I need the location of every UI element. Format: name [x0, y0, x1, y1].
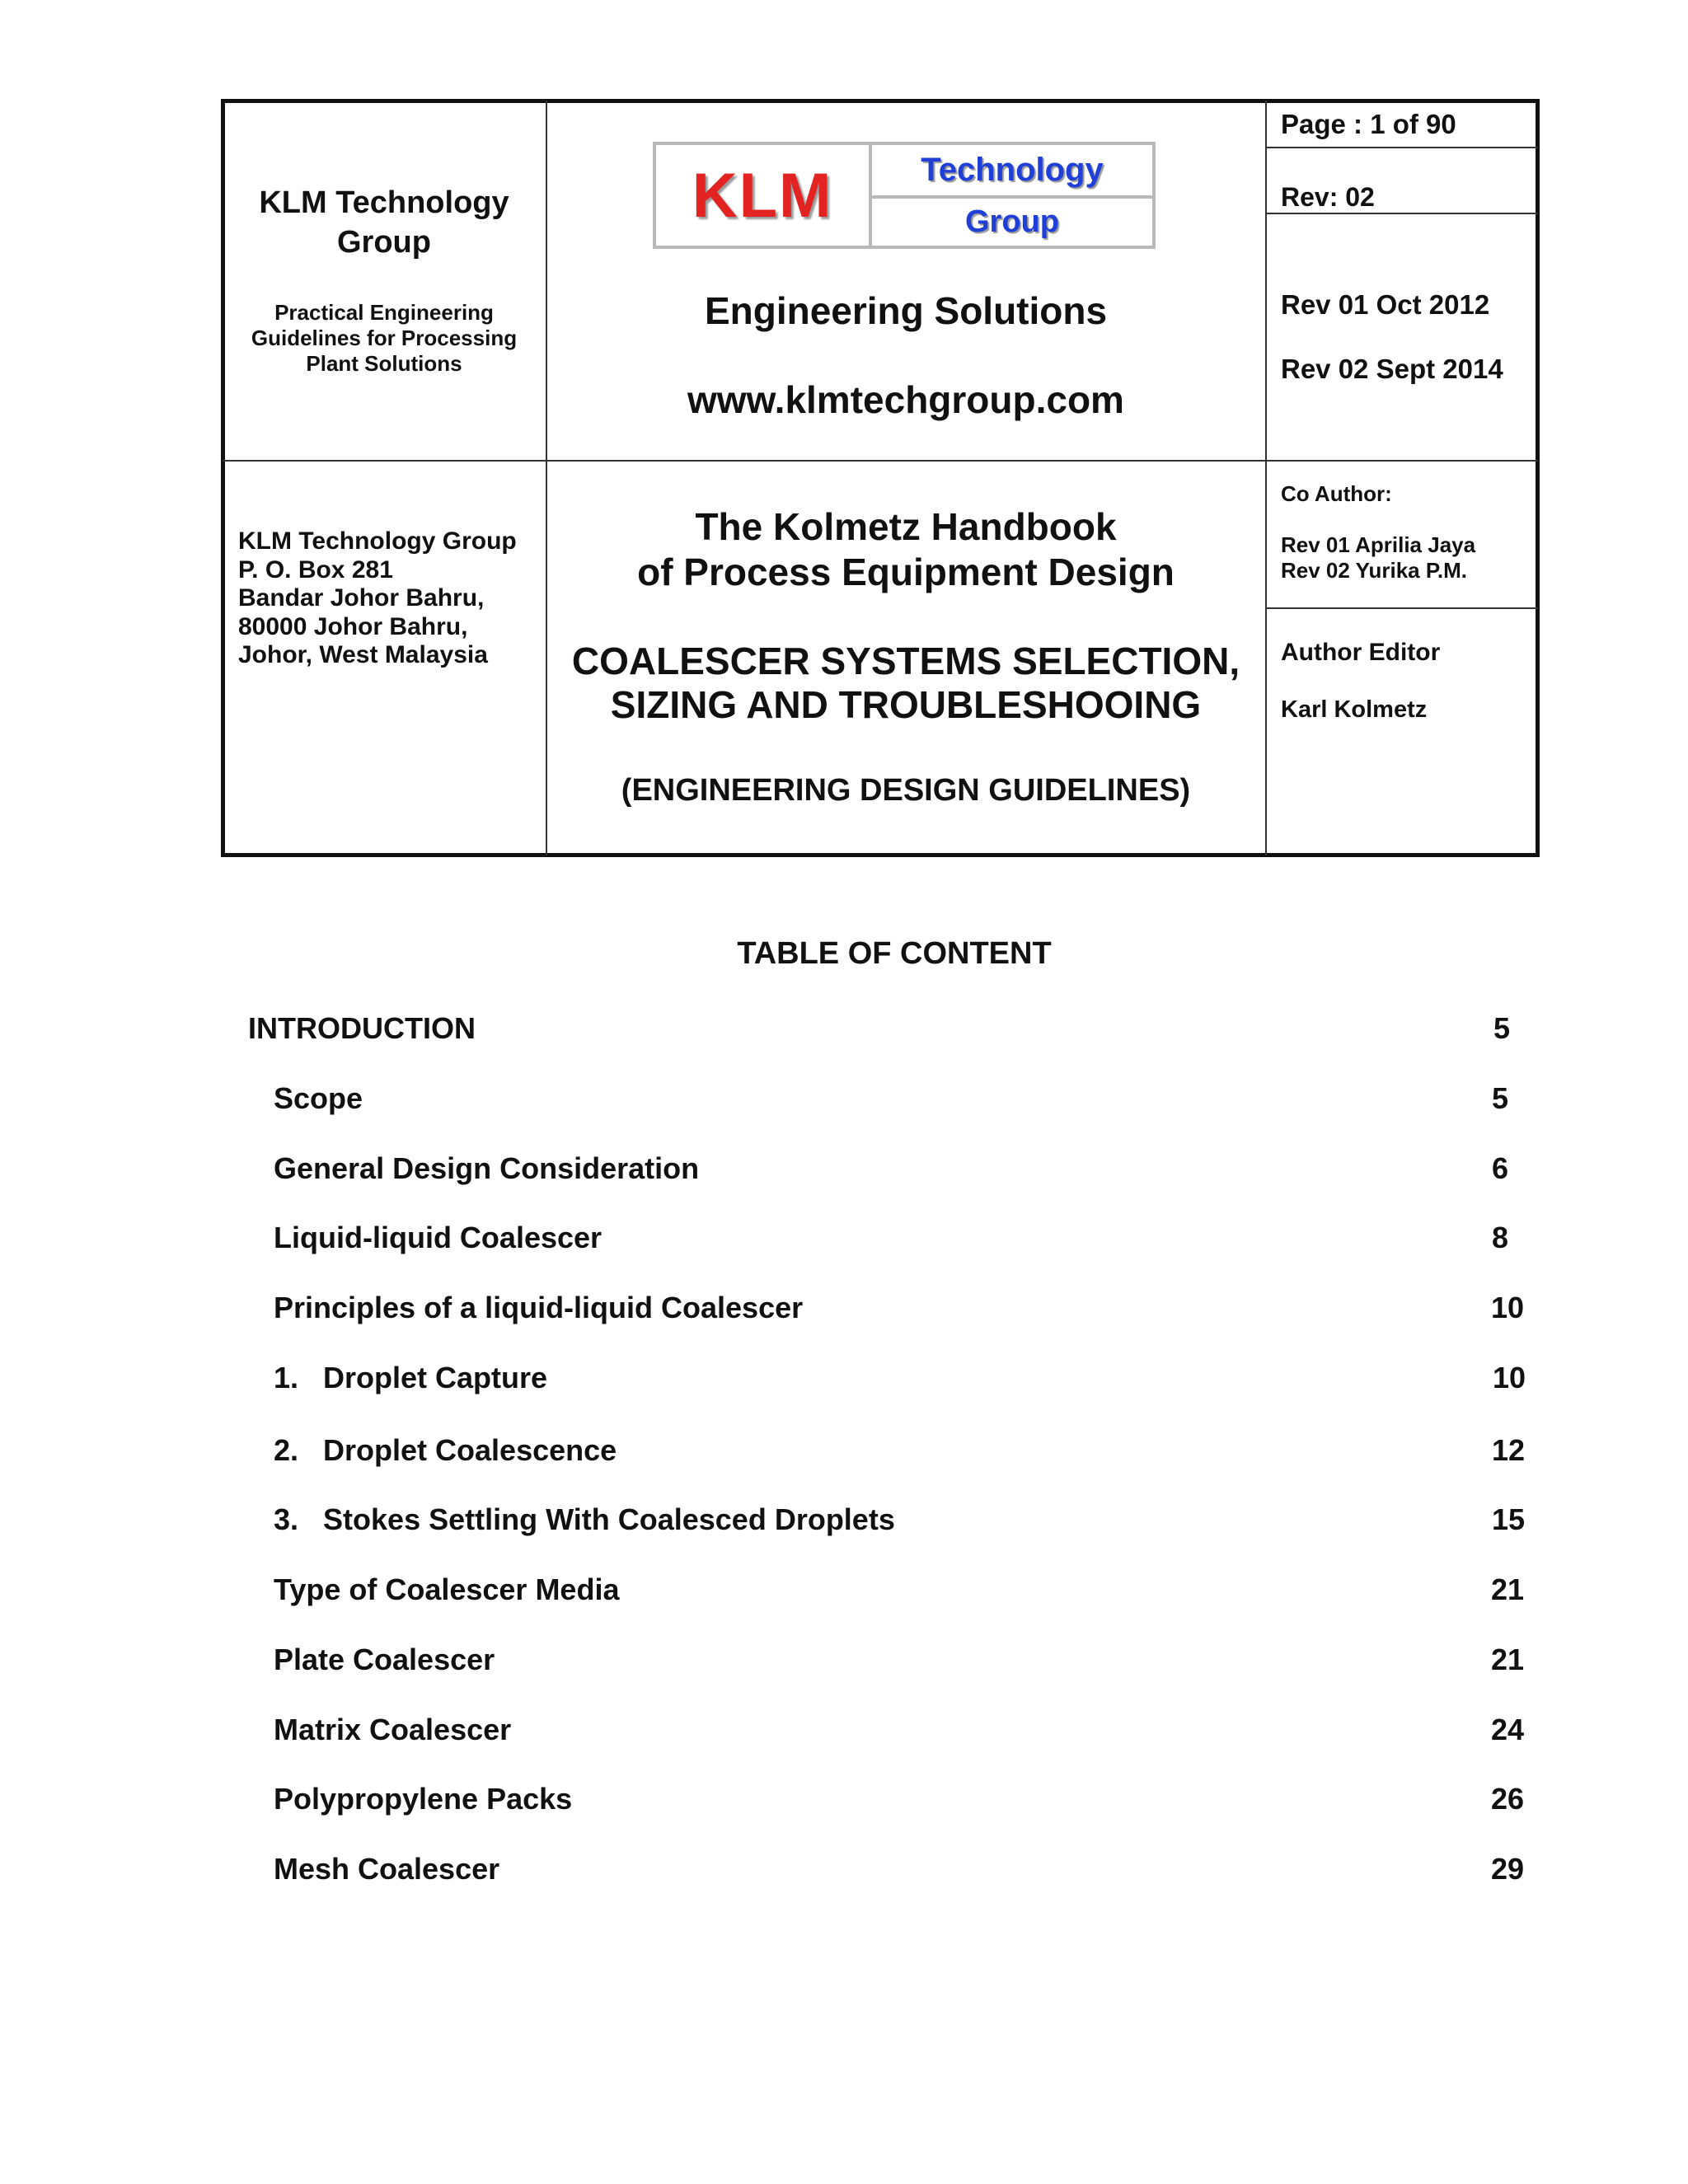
- address-line: KLM Technology Group: [238, 527, 517, 555]
- toc-entry-page: 6: [1491, 1151, 1508, 1185]
- address-line: P. O. Box 281: [238, 555, 393, 583]
- page-number: Page : 1 of 90: [1281, 109, 1456, 139]
- toc-entry-label: 2. Droplet Coalescence: [274, 1433, 617, 1467]
- toc-entry[interactable]: [0, 1151, 1688, 1193]
- toc-entry-page: 21: [1490, 1643, 1524, 1676]
- toc-entry[interactable]: [0, 1852, 1688, 1893]
- toc-entry[interactable]: [0, 1081, 1688, 1122]
- address-line: Johor, West Malaysia: [238, 641, 488, 668]
- revision-date-2: Rev 02 Sept 2014: [1281, 354, 1503, 384]
- toc-entry[interactable]: [0, 1291, 1688, 1332]
- toc-entry[interactable]: [0, 1221, 1688, 1262]
- toc-entry[interactable]: [0, 1782, 1688, 1823]
- revision: Rev: 02: [1281, 182, 1375, 212]
- handbook-title-line: of Process Equipment Design: [637, 551, 1175, 593]
- toc-entry-label: Plate Coalescer: [274, 1643, 495, 1676]
- document-subtitle: (ENGINEERING DESIGN GUIDELINES): [621, 773, 1191, 808]
- toc-entry-label: Mesh Coalescer: [274, 1852, 500, 1886]
- toc-entry-label: General Design Consideration: [274, 1151, 700, 1185]
- table-divider: [1265, 607, 1538, 609]
- handbook-title: [547, 504, 1264, 595]
- toc-entry[interactable]: [0, 1643, 1688, 1684]
- toc-entry[interactable]: [0, 1502, 1688, 1544]
- toc-entry-page: 26: [1490, 1782, 1524, 1816]
- address-block: [238, 527, 517, 670]
- table-divider: [546, 101, 547, 855]
- toc-entry-page: 15: [1491, 1502, 1525, 1536]
- toc-entry[interactable]: [0, 1361, 1688, 1402]
- toc-entry[interactable]: [0, 1433, 1688, 1474]
- toc-entry[interactable]: [0, 1572, 1688, 1614]
- toc-entry-page: 8: [1491, 1221, 1508, 1254]
- logo-klm-text: KLM: [656, 145, 872, 246]
- toc-entry-page: 5: [1493, 1011, 1510, 1045]
- toc-entry-label: 1. Droplet Capture: [274, 1361, 548, 1394]
- logo-group-text: Group: [965, 204, 1059, 239]
- logo-technology-text: Technology: [872, 145, 1152, 199]
- co-author-name: Rev 02 Yurika P.M.: [1281, 558, 1467, 583]
- engineering-solutions: Engineering Solutions: [704, 289, 1108, 332]
- toc-entry-page: 10: [1492, 1361, 1526, 1394]
- klm-logo: [653, 142, 1156, 249]
- website-link[interactable]: www.klmtechgroup.com: [687, 378, 1124, 421]
- document-title: [547, 640, 1264, 727]
- table-divider: [223, 460, 1538, 462]
- toc-entry[interactable]: [0, 1011, 1688, 1052]
- toc-entry-page: 12: [1491, 1433, 1525, 1467]
- toc-entry-page: 21: [1490, 1572, 1524, 1606]
- toc-entry-label: INTRODUCTION: [248, 1011, 476, 1045]
- handbook-title-line: The Kolmetz Handbook: [695, 505, 1117, 548]
- toc-entry-label: Type of Coalescer Media: [274, 1572, 620, 1606]
- address-line: Bandar Johor Bahru,: [238, 584, 485, 612]
- document-title-line: SIZING AND TROUBLESHOOING: [610, 683, 1202, 726]
- toc-entry-label: Scope: [274, 1081, 363, 1115]
- toc-entry-page: 24: [1490, 1713, 1524, 1746]
- co-author-label: Co Author:: [1281, 481, 1392, 506]
- address-line: 80000 Johor Bahru,: [238, 612, 468, 640]
- toc-entry-label: Polypropylene Packs: [274, 1782, 573, 1816]
- toc-entry-label: Liquid-liquid Coalescer: [274, 1221, 603, 1254]
- toc-entry[interactable]: [0, 1713, 1688, 1754]
- co-authors: [1281, 532, 1475, 583]
- toc-entry-page: 29: [1490, 1852, 1524, 1886]
- author-editor-label: Author Editor: [1281, 639, 1441, 666]
- toc-entry-label: Principles of a liquid-liquid Coalescer: [274, 1291, 804, 1324]
- author-editor-name: Karl Kolmetz: [1281, 696, 1428, 723]
- toc-entry-label: 3. Stokes Settling With Coalesced Droplets: [274, 1502, 895, 1536]
- table-divider: [1265, 147, 1538, 148]
- co-author-name: Rev 01 Aprilia Jaya: [1281, 532, 1476, 557]
- toc-entry-page: 10: [1490, 1291, 1524, 1324]
- toc-entry-label: Matrix Coalescer: [274, 1713, 512, 1746]
- table-divider: [1265, 213, 1538, 214]
- document-title-line: COALESCER SYSTEMS SELECTION,: [571, 640, 1240, 682]
- revision-date-1: Rev 01 Oct 2012: [1281, 289, 1490, 320]
- toc-entry-page: 5: [1491, 1081, 1508, 1115]
- toc-heading: TABLE OF CONTENT: [737, 936, 1052, 971]
- company-name: KLM Technology Group: [259, 185, 509, 260]
- company-tagline: Practical Engineering Guidelines for Processing Plant Solutions: [251, 300, 518, 376]
